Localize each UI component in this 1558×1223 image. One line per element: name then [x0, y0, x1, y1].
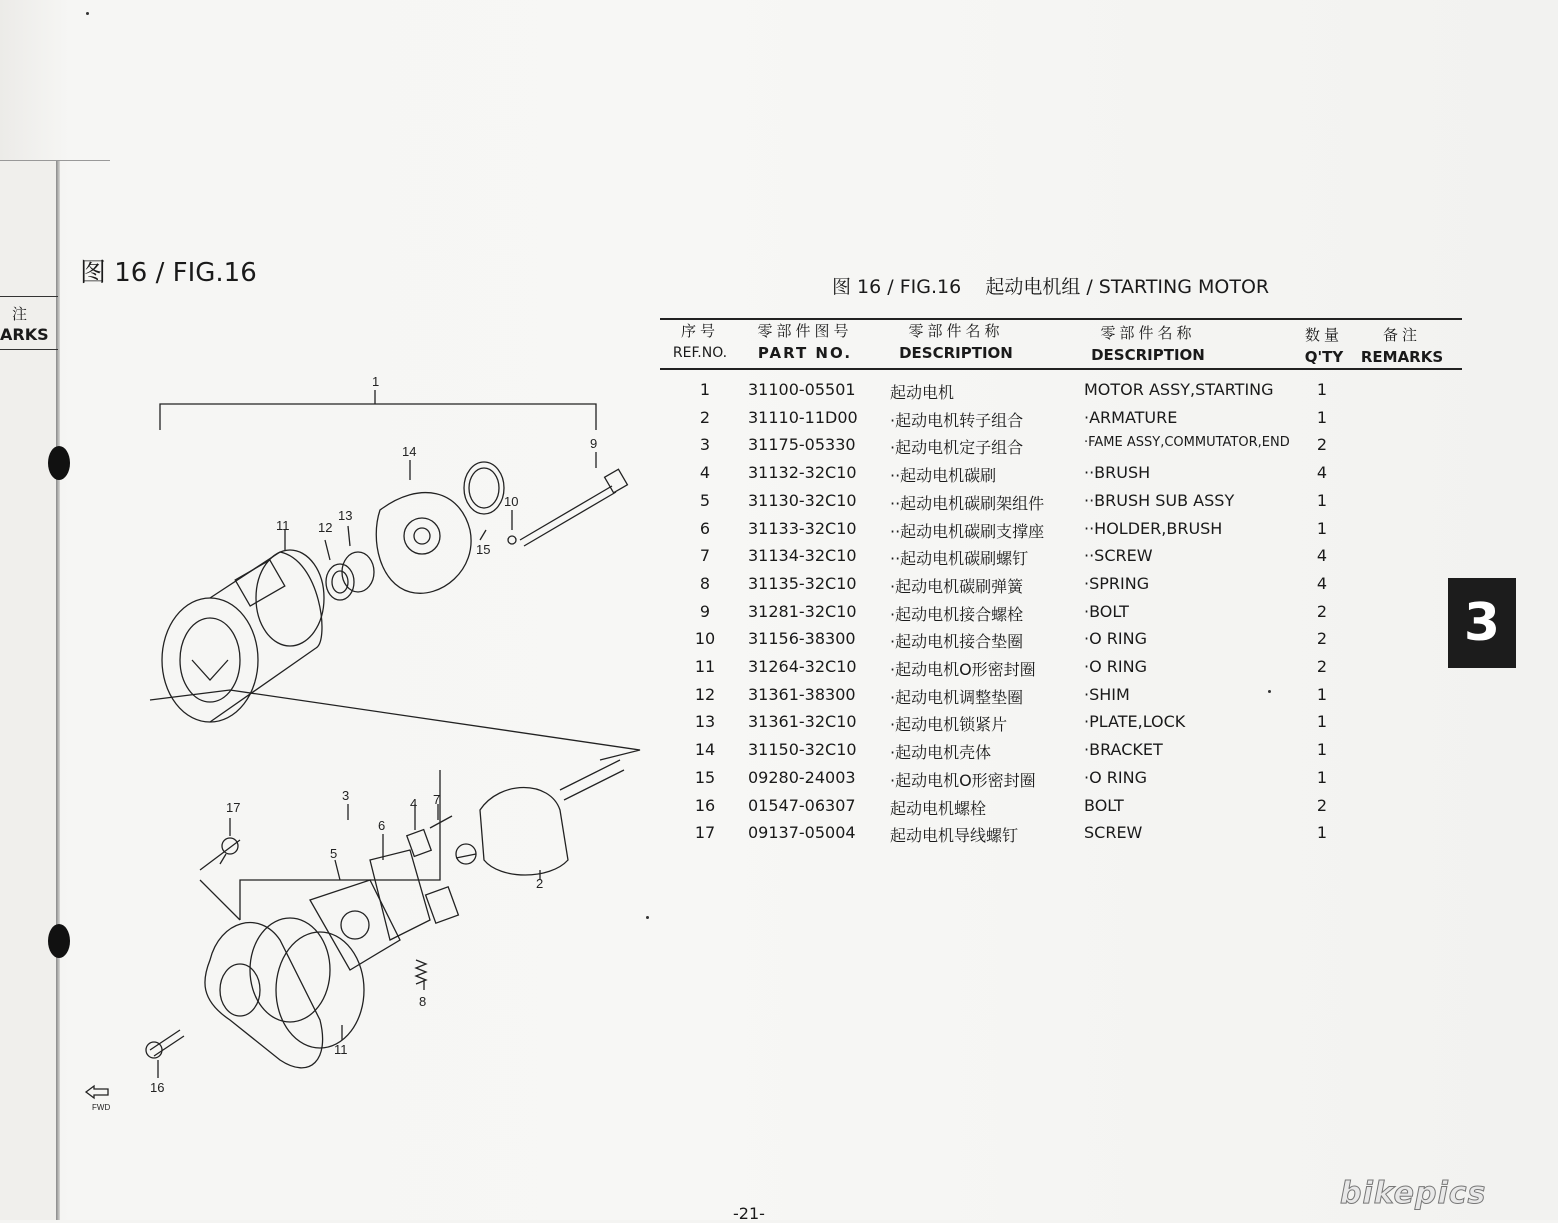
ref-no-cell: 6	[699, 518, 711, 538]
description-cn-cell: ·起动电机锁紧片	[890, 715, 1008, 735]
header-desc2-en: DESCRIPTION	[1091, 346, 1205, 364]
description-en-cell: SCREW	[1084, 823, 1143, 843]
diagram-label-10: 10	[504, 494, 519, 509]
description-en-cell: ·O RING	[1084, 657, 1147, 676]
header-part-en: PART NO.	[757, 344, 853, 362]
qty-cell: 2	[1316, 435, 1328, 455]
header-ref-no	[664, 320, 736, 364]
ref-no-cell: 8	[699, 573, 711, 593]
description-cn-cell: ·起动电机定子组合	[890, 438, 1024, 458]
qty-cell: 1	[1316, 823, 1328, 843]
qty-cell: 1	[1316, 684, 1328, 704]
ref-no-cell: 4	[699, 463, 711, 483]
header-desc2-cn: 零部件名称	[1100, 324, 1196, 342]
qty-cell: 1	[1316, 490, 1328, 510]
description-cn-cell: ··起动电机碳刷螺钉	[890, 549, 1029, 569]
table-title: 图 16 / FIG.16 起动电机组 / STARTING MOTOR	[832, 276, 1270, 298]
part-no-cell: 31156-38300	[748, 629, 856, 649]
diagram-label-13: 13	[338, 508, 353, 523]
table-row	[660, 491, 1460, 518]
part-no-cell: 09137-05004	[748, 823, 856, 843]
ref-no-cell: 17	[694, 823, 716, 843]
diagram-label-1: 1	[372, 374, 380, 389]
ref-no-cell: 15	[694, 767, 716, 787]
description-cn-cell: ··起动电机碳刷	[890, 466, 997, 486]
qty-cell: 1	[1316, 767, 1328, 787]
table-row	[660, 740, 1460, 767]
table-row	[660, 712, 1460, 739]
figure-title: 图 16 / FIG.16	[80, 258, 257, 288]
previous-page-header-rule	[0, 296, 58, 297]
table-row	[660, 546, 1460, 573]
diagram-label-12: 12	[318, 520, 333, 535]
description-cn-cell: ··起动电机碳刷架组件	[890, 493, 1045, 513]
description-en-cell: ·ARMATURE	[1084, 407, 1178, 427]
table-row	[660, 435, 1460, 462]
table-row	[660, 685, 1460, 712]
header-qty	[1296, 324, 1352, 368]
ref-no-cell: 9	[699, 601, 711, 621]
header-description-cn	[894, 320, 1018, 364]
previous-page-edge	[0, 160, 58, 1220]
table-header-rule	[660, 368, 1462, 370]
binder-hole-top	[48, 446, 70, 480]
qty-cell: 1	[1316, 712, 1328, 732]
part-no-cell: 31264-32C10	[748, 657, 857, 676]
qty-cell: 1	[1316, 380, 1328, 399]
description-en-cell: ·SPRING	[1084, 573, 1150, 593]
part-no-cell: 31361-38300	[748, 684, 856, 704]
part-no-cell: 31100-05501	[748, 380, 856, 399]
previous-page-remark-cn: 注	[12, 305, 28, 323]
table-row	[660, 629, 1460, 656]
ref-no-cell: 2	[699, 407, 711, 427]
part-no-cell: 31132-32C10	[748, 463, 857, 483]
exploded-diagram	[80, 360, 660, 1120]
diagram-label-14: 14	[402, 444, 417, 459]
ref-no-cell: 1	[699, 380, 711, 399]
description-cn-cell: ·起动电机接合垫圈	[890, 632, 1024, 652]
description-cn-cell: 起动电机导线螺钉	[890, 826, 1019, 846]
diagram-label-4: 4	[410, 796, 418, 811]
qty-cell: 2	[1316, 657, 1328, 676]
description-cn-cell: 起动电机螺栓	[890, 798, 987, 818]
ref-no-cell: 16	[694, 795, 716, 815]
part-no-cell: 31135-32C10	[748, 573, 857, 593]
previous-page-top-rule	[0, 160, 110, 161]
qty-cell: 4	[1316, 546, 1328, 566]
part-no-cell: 31175-05330	[748, 435, 856, 455]
ref-no-cell: 7	[699, 546, 711, 566]
part-no-cell: 01547-06307	[748, 795, 856, 815]
table-row	[660, 519, 1460, 546]
ref-no-cell: 14	[694, 740, 716, 760]
previous-page-header-rule-bottom	[0, 349, 58, 350]
page-gutter-shadow	[56, 160, 60, 1220]
header-desc-en: DESCRIPTION	[899, 344, 1013, 362]
table-row	[660, 657, 1460, 684]
description-en-cell: ·BOLT	[1084, 601, 1129, 621]
previous-page-remark-en: ARKS	[0, 325, 49, 344]
table-row	[660, 463, 1460, 490]
table-row	[660, 408, 1460, 435]
page-number: -21-	[733, 1204, 765, 1223]
part-no-cell: 31110-11D00	[748, 407, 858, 427]
table-row	[660, 796, 1460, 823]
ref-no-cell: 13	[694, 712, 716, 732]
diagram-label-16: 16	[150, 1080, 165, 1095]
qty-cell: 2	[1316, 601, 1328, 621]
binder-hole-bottom	[48, 924, 70, 958]
description-en-cell: ·O RING	[1084, 767, 1147, 787]
table-row	[660, 823, 1460, 850]
description-cn-cell: 起动电机	[890, 383, 955, 402]
description-cn-cell: ··起动电机碳刷支撑座	[890, 521, 1045, 541]
description-cn-cell: ·起动电机O形密封圈	[890, 770, 1036, 790]
ref-no-cell: 11	[694, 657, 716, 676]
table-row	[660, 602, 1460, 629]
description-cn-cell: ·起动电机碳刷弹簧	[890, 576, 1024, 596]
part-no-cell: 31133-32C10	[748, 518, 857, 538]
qty-cell: 4	[1316, 463, 1328, 483]
table-row	[660, 768, 1460, 795]
ref-no-cell: 5	[699, 490, 711, 510]
qty-cell: 4	[1316, 573, 1328, 593]
description-en-cell: MOTOR ASSY,STARTING	[1084, 380, 1274, 399]
description-en-cell: ·SHIM	[1084, 684, 1130, 704]
diagram-label-8: 8	[419, 994, 427, 1009]
qty-cell: 2	[1316, 629, 1328, 649]
header-part-cn: 零部件图号	[757, 322, 853, 340]
diagram-label-6: 6	[378, 818, 386, 833]
table-row	[660, 380, 1460, 407]
description-cn-cell: ·起动电机转子组合	[890, 410, 1024, 430]
speck	[86, 12, 89, 15]
part-no-cell: 31134-32C10	[748, 546, 857, 566]
part-no-cell: 09280-24003	[748, 767, 856, 787]
description-en-cell: ··SCREW	[1084, 546, 1153, 566]
header-remarks-en: REMARKS	[1360, 348, 1444, 366]
header-ref-en: REF.NO.	[672, 345, 728, 361]
diagram-label-11-upper: 11	[276, 518, 290, 533]
description-cn-cell: ·起动电机壳体	[890, 743, 992, 763]
description-en-cell: ·PLATE,LOCK	[1084, 712, 1186, 732]
ref-no-cell: 12	[694, 684, 716, 704]
description-cn-cell: ·起动电机O形密封圈	[890, 660, 1036, 679]
diagram-label-17: 17	[226, 800, 241, 815]
description-en-cell: ··BRUSH SUB ASSY	[1084, 490, 1235, 510]
header-remarks-cn: 备注	[1382, 326, 1421, 344]
header-ref-cn: 序号	[680, 322, 719, 340]
header-description-en	[1086, 322, 1210, 366]
section-tab: 3	[1448, 578, 1516, 668]
description-en-cell: ·FAME ASSY,COMMUTATOR,END	[1084, 435, 1290, 451]
description-en-cell: BOLT	[1084, 795, 1124, 815]
table-row	[660, 574, 1460, 601]
qty-cell: 1	[1316, 740, 1328, 760]
header-part-no	[750, 320, 860, 364]
header-desc-cn: 零部件名称	[908, 322, 1004, 340]
diagram-label-5: 5	[330, 846, 338, 861]
description-en-cell: ·BRACKET	[1084, 740, 1163, 760]
part-no-cell: 31150-32C10	[748, 740, 857, 760]
diagram-label-7: 7	[433, 792, 441, 807]
description-en-cell: ··HOLDER,BRUSH	[1084, 518, 1223, 538]
description-en-cell: ·O RING	[1084, 629, 1147, 649]
part-no-cell: 31361-32C10	[748, 712, 857, 732]
diagram-label-15: 15	[476, 542, 491, 557]
diagram-label-11-lower: 11	[334, 1042, 348, 1057]
qty-cell: 1	[1316, 407, 1328, 427]
qty-cell: 1	[1316, 518, 1328, 538]
description-cn-cell: ·起动电机接合螺栓	[890, 604, 1024, 624]
part-no-cell: 31281-32C10	[748, 601, 857, 621]
ref-no-cell: 10	[694, 629, 716, 649]
header-qty-en: Q'TY	[1304, 348, 1344, 366]
diagram-label-2: 2	[536, 876, 544, 891]
ref-no-cell: 3	[699, 435, 711, 455]
watermark-logo: bikepics	[1340, 1176, 1487, 1211]
header-qty-cn: 数量	[1304, 326, 1343, 344]
fwd-arrow-label: FWD	[92, 1103, 111, 1112]
description-en-cell: ··BRUSH	[1084, 463, 1151, 483]
part-no-cell: 31130-32C10	[748, 490, 857, 510]
diagram-label-9: 9	[590, 436, 598, 451]
diagram-label-3: 3	[342, 788, 350, 803]
description-cn-cell: ·起动电机调整垫圈	[890, 687, 1024, 707]
qty-cell: 2	[1316, 795, 1328, 815]
header-remarks	[1356, 324, 1448, 368]
